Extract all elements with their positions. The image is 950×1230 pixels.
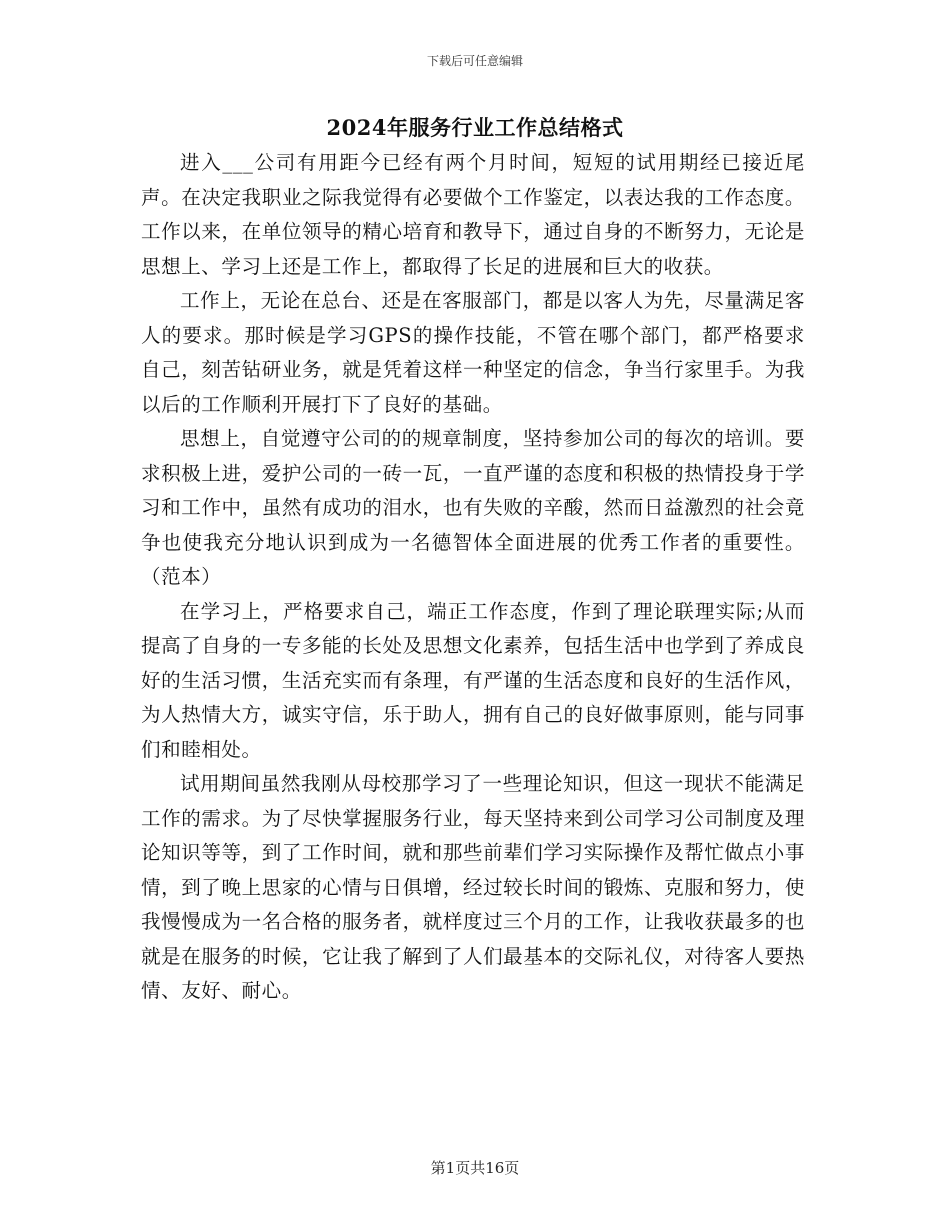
page-footer: 第1页共16页 (430, 1159, 520, 1177)
document-title: 2024年服务行业工作总结格式 (326, 115, 624, 140)
paragraph-work: 工作上，无论在总台、还是在客服部门，都是以客人为先，尽量满足客人的要求。那时候是学习GPS的操作技能，不管在哪个部门，都严格要求自己，刻苦钻研业务，就是凭着这样一种坚定的信念，争当行家里手。为我以后的工作顺利开展打下了良好的基础。 (141, 289, 805, 416)
paragraph-study: 在学习上，严格要求自己，端正工作态度，作到了理论联理实际;从而提高了自身的一专多能的长处及思想文化素养，包括生活中也学到了养成良好的生活习惯，生活充实而有条理，有严谨的生活态度和良好的生活作风，为人热情大方，诚实守信，乐于助人，拥有自己的良好做事原则，能与同事们和睦相处。 (141, 599, 805, 761)
document-body (141, 146, 805, 1009)
paragraph-intro: 进入___公司有用距今已经有两个月时间，短短的试用期经已接近尾声。在决定我职业之际我觉得有必要做个工作鉴定，以表达我的工作态度。工作以来，在单位领导的精心培育和教导下，通过自身的不断努力，无论是思想上、学习上还是工作上，都取得了长足的进展和巨大的收获。 (141, 151, 805, 278)
header-note: 下载后可任意编辑 (426, 54, 523, 68)
paragraph-thought: 思想上，自觉遵守公司的的规章制度，坚持参加公司的每次的培训。要求积极上进，爱护公司的一砖一瓦，一直严谨的态度和积极的热情投身于学习和工作中，虽然有成功的泪水，也有失败的辛酸，然而日益激烈的社会竟争也使我充分地认识到成为一名德智体全面进展的优秀工作者的重要性。（范本） (141, 427, 805, 588)
paragraph-probation: 试用期间虽然我刚从母校那学习了一些理论知识，但这一现状不能满足工作的需求。为了尽快掌握服务行业，每天坚持来到公司学习公司制度及理论知识等等，到了工作时间，就和那些前辈们学习实际操作及帮忙做点小事情，到了晚上思家的心情与日俱增，经过较长时间的锻炼、克服和努力，使我慢慢成为一名合格的服务者，就样度过三个月的工作，让我收获最多的也就是在服务的时候，它让我了解到了人们最基本的交际礼仪，对待客人要热情、友好、耐心。 (141, 772, 805, 1002)
